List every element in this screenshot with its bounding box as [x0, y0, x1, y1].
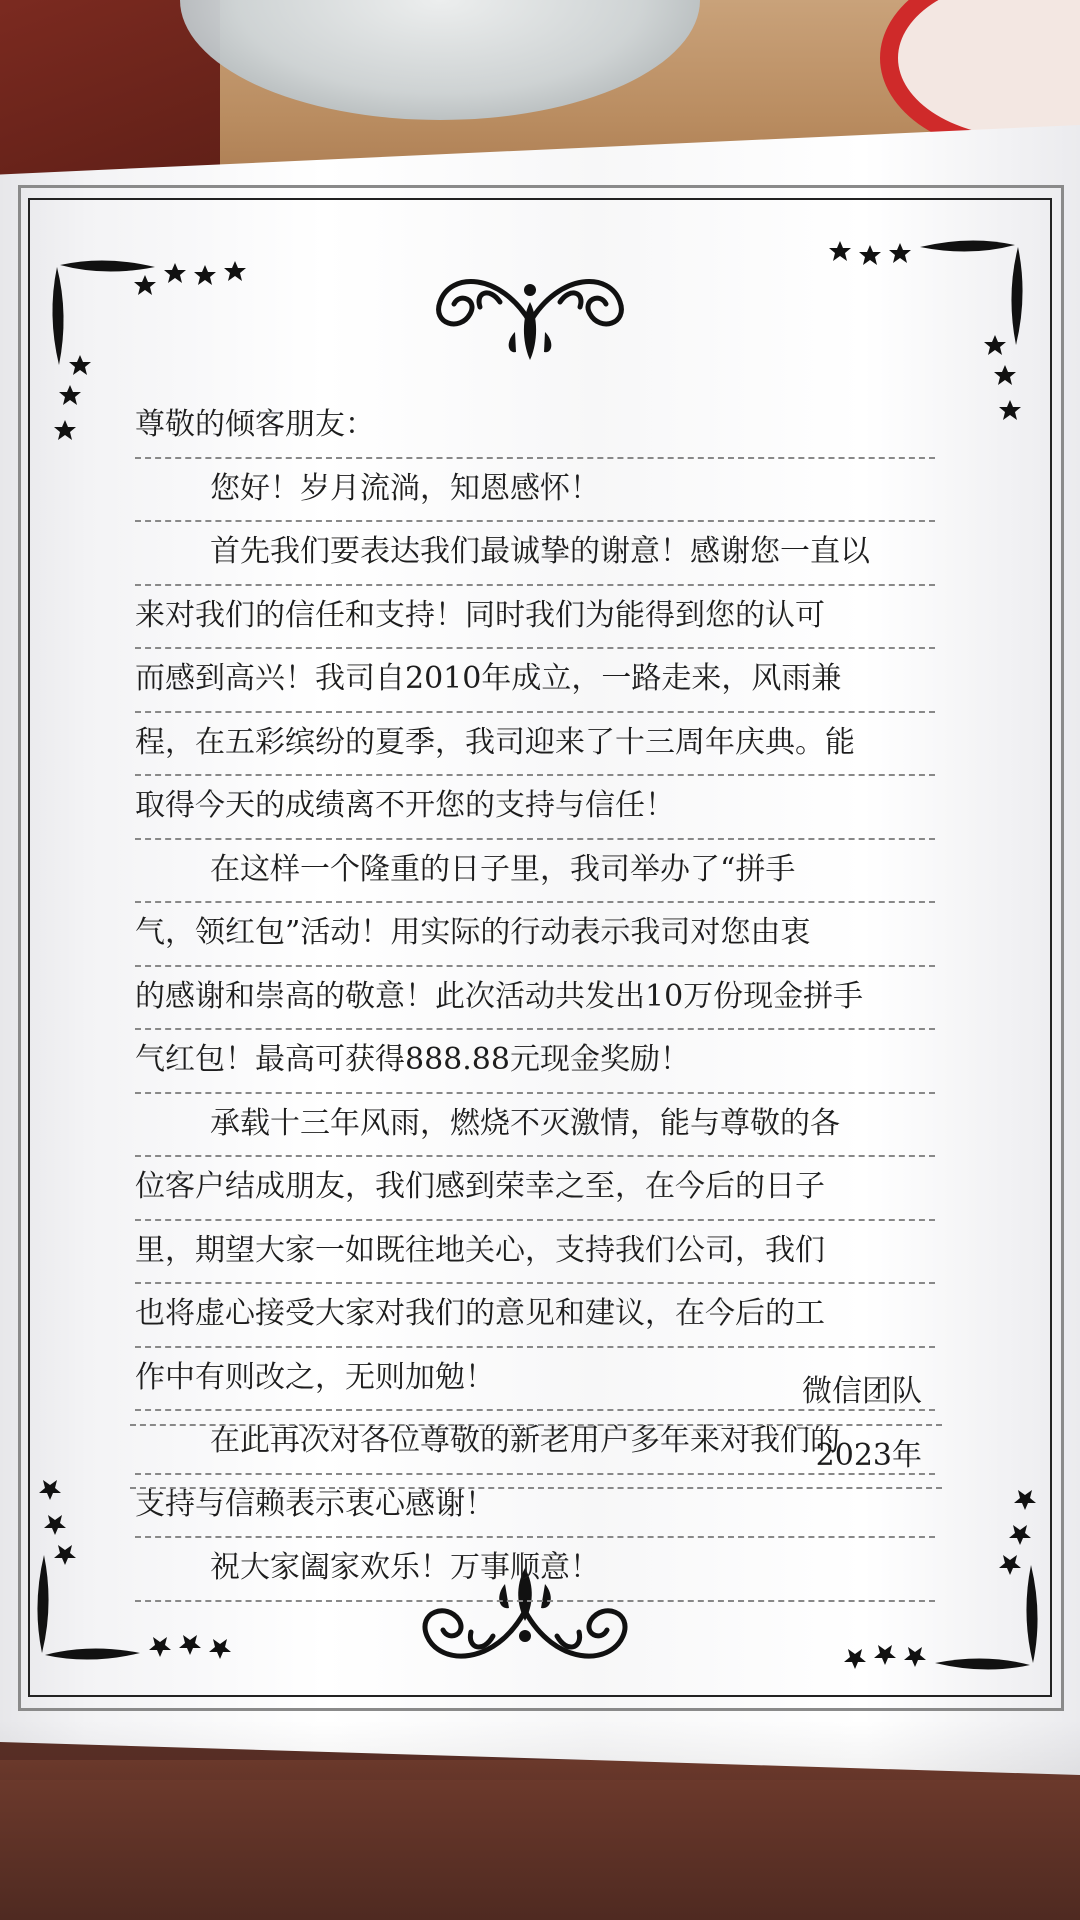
letter-date: 2023年: [130, 1426, 942, 1490]
letter-line: 取得今天的成绩离不开您的支持与信任！: [135, 776, 935, 840]
floor: [0, 1760, 1080, 1920]
signature-block: [130, 1362, 942, 1489]
letter-line: 作中有则改之，无则加勉！: [135, 1348, 935, 1412]
letter-line: 祝大家阖家欢乐！万事顺意！: [135, 1538, 935, 1602]
letter-line: 首先我们要表达我们最诚挚的谢意！感谢您一直以: [135, 522, 935, 586]
letter-line: 而感到高兴！我司自2010年成立，一路走来，风雨兼: [135, 649, 935, 713]
letter-line: 也将虚心接受大家对我们的意见和建议，在今后的工: [135, 1284, 935, 1348]
letter-line: 来对我们的信任和支持！同时我们为能得到您的认可: [135, 586, 935, 650]
letter-line: 在此再次对各位尊敬的新老用户多年来对我们的: [135, 1411, 935, 1475]
letter-line: 程，在五彩缤纷的夏季，我司迎来了十三周年庆典。能: [135, 713, 935, 777]
letter-line: 的感谢和崇高的敬意！此次活动共发出10万份现金拼手: [135, 967, 935, 1031]
letter-line: 支持与信赖表示衷心感谢！: [135, 1475, 935, 1539]
flourish-top-icon: [420, 262, 640, 362]
signature: 微信团队: [130, 1362, 942, 1426]
letter-line: 承载十三年风雨，燃烧不灭激情，能与尊敬的各: [135, 1094, 935, 1158]
salutation: 尊敬的倾客朋友：: [135, 395, 935, 459]
letter-line: 您好！岁月流淌，知恩感怀！: [135, 459, 935, 523]
paper-fold-shadow: [0, 1720, 1080, 1780]
letter-line: 在这样一个隆重的日子里，我司举办了“拼手: [135, 840, 935, 904]
letter-line: 位客户结成朋友，我们感到荣幸之至，在今后的日子: [135, 1157, 935, 1221]
letter-line: 里，期望大家一如既往地关心，支持我们公司，我们: [135, 1221, 935, 1285]
letter-line: 气，领红包”活动！用实际的行动表示我司对您由衷: [135, 903, 935, 967]
letter-line: 气红包！最高可获得888.88元现金奖励！: [135, 1030, 935, 1094]
